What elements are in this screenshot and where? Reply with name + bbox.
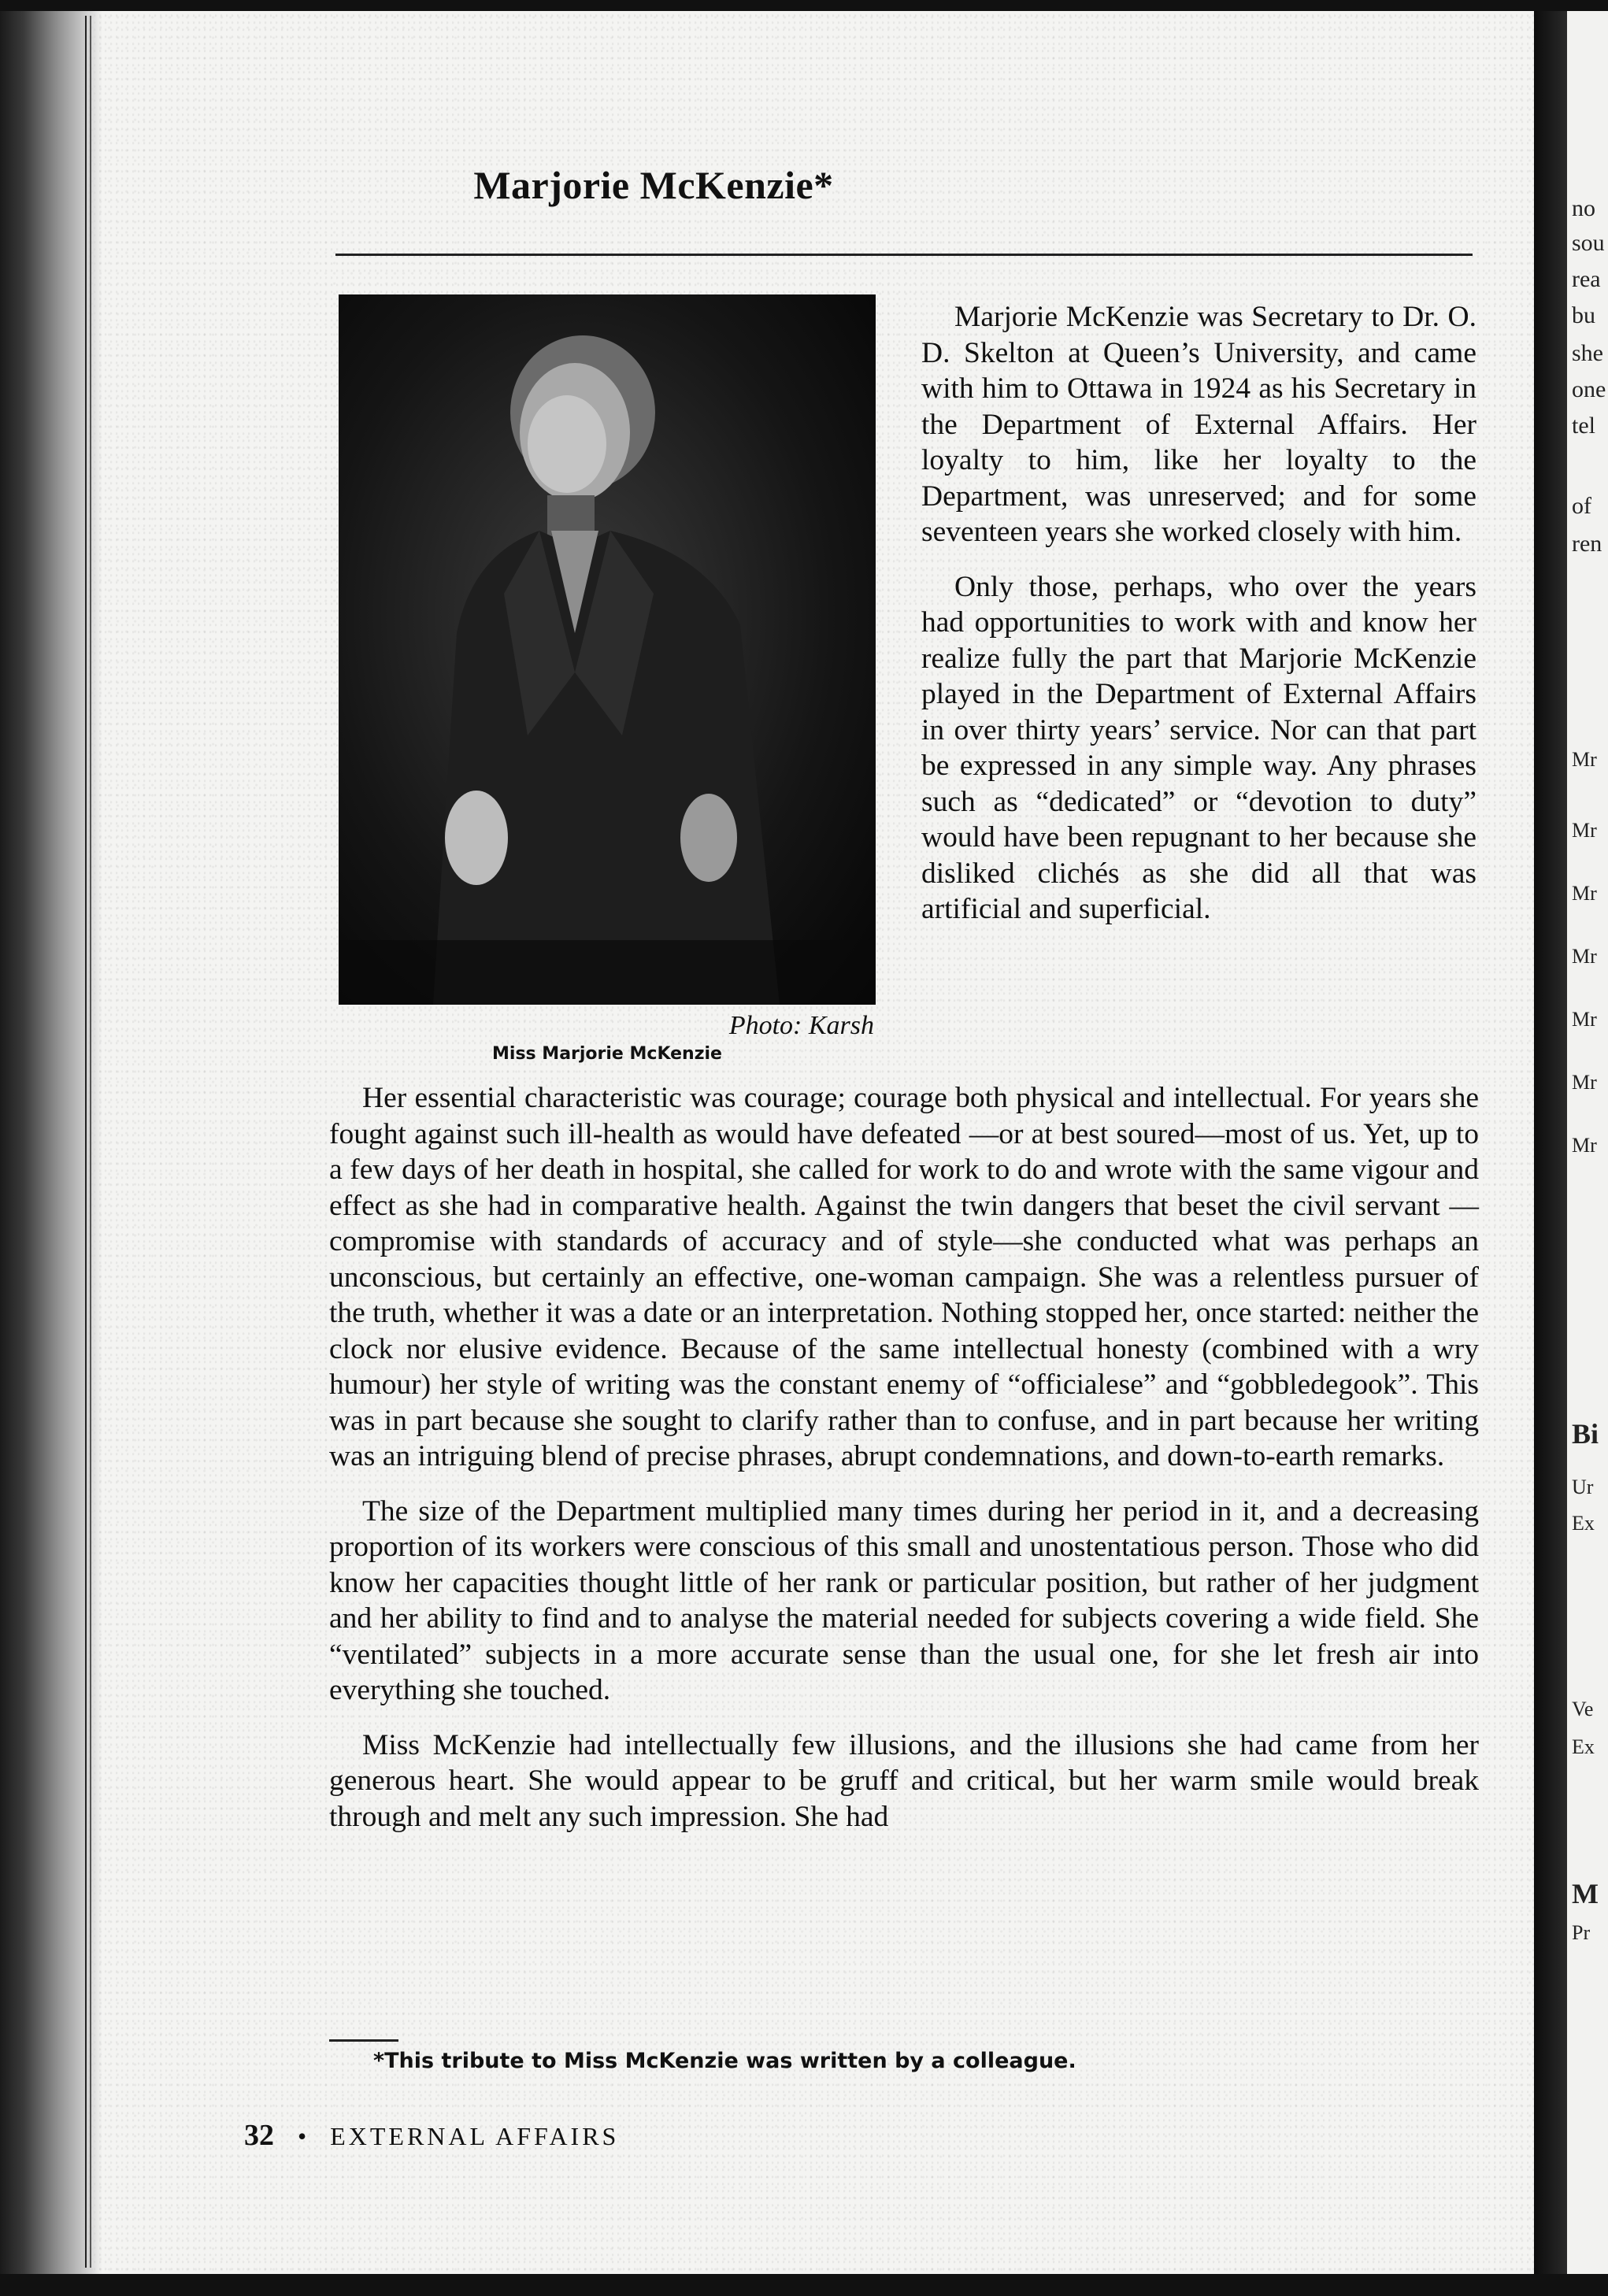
adjacent-page-fragment: one <box>1572 376 1606 402</box>
paragraph: Her essential characteristic was courage; courage both physical and intellectual. For years she fought against such ill-health as would have defeated —or at best soured—most of us. Yet, up to a few days of her death in hospital, she called for work to do and wrote with the same vigour and effect as she had in comparative health. Against the twin dangers that beset the civil servant —compromise with standards of accuracy and of style—she conducted what was perhaps an unconscious, but certainly an effective, one-woman campaign. She was a relentless pursuer of the truth, whether it was a date or an interpretation. Nothing stopped her, once started: neither the clock nor elusive evidence. Because of the same intellectual honesty (combined with a wry humour) her style of writing was the constant enemy of “officialese” and “gobbledegook”. This was in part because she sought to clarify rather than to confuse, and in part because her writing was an intriguing blend of precise phrases, abrupt condemnations, and down-to-earth remarks. <box>329 1082 1479 1472</box>
article-title: Marjorie McKenzie* <box>473 163 834 207</box>
scan-bottom-border <box>0 2274 1608 2296</box>
adjacent-page-fragment: of <box>1572 493 1591 519</box>
page-footer <box>244 2118 619 2153</box>
adjacent-page-fragment: Ur <box>1572 1476 1594 1498</box>
adjacent-page-fragment: ren <box>1572 531 1602 557</box>
adjacent-page-fragment: Mr <box>1572 1134 1597 1157</box>
adjacent-page-fragment: sou <box>1572 230 1605 256</box>
adjacent-page-fragment: no <box>1572 195 1595 221</box>
adjacent-page-fragment: she <box>1572 340 1603 366</box>
scan-top-border <box>0 0 1608 11</box>
footer-separator: • <box>298 2122 307 2150</box>
portrait-figure <box>339 294 876 1005</box>
page-number: 32 <box>244 2119 274 2152</box>
footnote-rule <box>329 2039 398 2042</box>
side-column-text <box>921 299 1476 946</box>
adjacent-page-fragment: Ex <box>1572 1512 1595 1535</box>
adjacent-page-fragment: Bi <box>1572 1418 1599 1450</box>
photo-credit: Photo: Karsh <box>728 1011 874 1040</box>
full-width-text <box>329 1080 1479 1853</box>
adjacent-page-fragment: Ve <box>1572 1698 1594 1720</box>
adjacent-page-fragment: Mr <box>1572 882 1597 905</box>
adjacent-page-fragment: tel <box>1572 413 1595 439</box>
adjacent-page-fragment: bu <box>1572 302 1595 328</box>
paragraph: Marjorie McKenzie was Secretary to Dr. O. D. Skelton at Queen’s University, and came with him to Ottawa in 1924 as his Secretary in the Department of External Affairs. Her loyalty to him, like her loyalty to the Department, was unreserved; and for some seventeen years she worked closely with him. <box>921 301 1476 548</box>
adjacent-page-fragment: Mr <box>1572 1008 1597 1031</box>
adjacent-page-edge <box>1567 0 1608 2296</box>
adjacent-page-fragment: rea <box>1572 266 1601 292</box>
adjacent-page-fragment: Ex <box>1572 1735 1595 1758</box>
adjacent-page-fragment: Mr <box>1572 1071 1597 1094</box>
publication-name: EXTERNAL AFFAIRS <box>330 2122 620 2150</box>
binding-edge-lines <box>85 16 91 2268</box>
adjacent-page-fragment: Mr <box>1572 748 1597 771</box>
paragraph: Only those, perhaps, who over the years had opportunities to work with and know her realize fully the part that Marjorie McKenzie played in the Department of External Affairs in over thirty years’ service. Nor can that part be expressed in any simple way. Any phrases such as “dedicated” or “devotion to duty” would have been repugnant to her because she disliked clichés as she did all that was artificial and superficial. <box>921 570 1476 925</box>
adjacent-page-fragment: Pr <box>1572 1921 1591 1944</box>
photo-caption: Miss Marjorie McKenzie <box>492 1044 722 1064</box>
portrait-photo <box>339 294 876 1005</box>
adjacent-page-fragment: M <box>1572 1878 1599 1909</box>
page-gutter-shadow <box>1534 0 1567 2296</box>
adjacent-page-fragment: Mr <box>1572 945 1597 968</box>
title-rule <box>335 254 1473 256</box>
paragraph: The size of the Department multiplied many times during her period in it, and a decreasing proportion of its workers were conscious of this small and unostentatious person. Those who did know her capacities thought little of her rank or particular position, but rather of her judgment and her ability to find and to analyse the material needed for subjects covering a wide field. She “ventilated” subjects in a more accurate sense than the usual one, for she let fresh air into everything she touched. <box>329 1494 1479 1706</box>
footnote: *This tribute to Miss McKenzie was written by a colleague. <box>373 2049 1076 2073</box>
paragraph: Miss McKenzie had intellectually few illusions, and the illusions she had came from her generous heart. She would appear to be gruff and critical, but her warm smile would break through and melt any such impression. She had <box>329 1728 1479 1833</box>
adjacent-page-fragment: Mr <box>1572 819 1597 842</box>
